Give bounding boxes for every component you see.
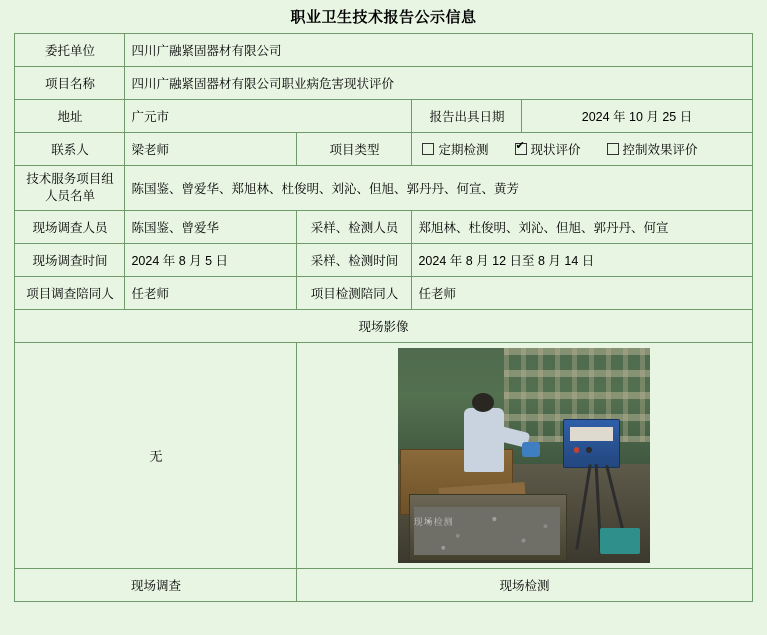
survey-staff-label: 现场调查人员	[15, 210, 125, 243]
project-type-option-label: 控制效果评价	[622, 143, 698, 157]
team-label-line1: 技术服务项目组	[26, 172, 114, 186]
test-escort-label: 项目检测陪同人	[297, 276, 412, 309]
table-row	[15, 568, 752, 601]
project-value: 四川广融紧固器材有限公司职业病危害现状评价	[125, 67, 752, 100]
media-left-placeholder: 无	[149, 448, 163, 464]
site-photo-wrapper	[303, 348, 745, 563]
site-inspection-photo	[398, 348, 650, 563]
address-label: 地址	[15, 100, 125, 133]
table-row	[15, 309, 752, 342]
client-label: 委托单位	[15, 34, 125, 67]
checkbox-icon[interactable]	[422, 143, 434, 155]
address-value: 广元市	[125, 100, 412, 133]
project-type-option-label: 现状评价	[530, 143, 581, 157]
project-type-label: 项目类型	[297, 133, 412, 166]
survey-escort-label: 项目调查陪同人	[15, 276, 125, 309]
contact-value: 梁老师	[125, 133, 297, 166]
media-right-caption: 现场检测	[297, 568, 752, 601]
photo-worker-glove	[522, 442, 540, 457]
contact-label: 联系人	[15, 133, 125, 166]
photo-device-panel	[570, 427, 612, 441]
checkbox-checked-icon[interactable]	[515, 143, 527, 155]
page-title: 职业卫生技术报告公示信息	[290, 9, 477, 26]
test-escort-value: 任老师	[412, 276, 752, 309]
photo-teal-container	[600, 528, 640, 554]
client-value: 四川广融紧固器材有限公司	[125, 34, 752, 67]
survey-escort-value: 任老师	[125, 276, 297, 309]
media-left-cell	[15, 342, 297, 568]
media-section-header: 现场影像	[15, 309, 752, 342]
photo-device-dark-indicator	[586, 447, 592, 453]
table-row	[15, 276, 752, 309]
table-row	[15, 166, 752, 211]
photo-watermark: 现场检测	[413, 517, 454, 528]
table-row	[15, 210, 752, 243]
project-type-option-status-evaluation[interactable]	[515, 140, 581, 158]
team-label	[15, 166, 125, 211]
table-row	[15, 67, 752, 100]
team-value: 陈国鉴、曾爱华、郑旭林、杜俊明、刘沁、但旭、郭丹丹、何宣、黄芳	[125, 166, 752, 211]
sampling-time-label: 采样、检测时间	[297, 243, 412, 276]
photo-sampling-device	[563, 419, 620, 468]
report-table	[14, 33, 752, 602]
table-row	[15, 133, 752, 166]
media-right-cell	[297, 342, 752, 568]
table-row	[15, 342, 752, 568]
table-row	[15, 243, 752, 276]
sampling-staff-label: 采样、检测人员	[297, 210, 412, 243]
sampling-staff-value: 郑旭林、杜俊明、刘沁、但旭、郭丹丹、何宣	[412, 210, 752, 243]
report-date-label: 报告出具日期	[412, 100, 522, 133]
report-date-value: 2024 年 10 月 25 日	[522, 100, 752, 133]
project-type-options	[412, 133, 752, 166]
team-label-line2: 人员名单	[44, 188, 95, 203]
media-left-caption: 现场调查	[15, 568, 297, 601]
project-type-option-control-effect-evaluation[interactable]	[607, 140, 698, 158]
table-row	[15, 34, 752, 67]
sampling-time-value: 2024 年 8 月 12 日至 8 月 14 日	[412, 243, 752, 276]
photo-device-red-indicator	[574, 447, 580, 453]
project-type-option-periodic-detection[interactable]	[422, 140, 488, 158]
project-label: 项目名称	[15, 67, 125, 100]
checkbox-icon[interactable]	[607, 143, 619, 155]
survey-staff-value: 陈国鉴、曾爱华	[125, 210, 297, 243]
survey-time-label: 现场调查时间	[15, 243, 125, 276]
project-type-option-label: 定期检测	[438, 143, 489, 157]
table-row	[15, 100, 752, 133]
survey-time-value: 2024 年 8 月 5 日	[125, 243, 297, 276]
